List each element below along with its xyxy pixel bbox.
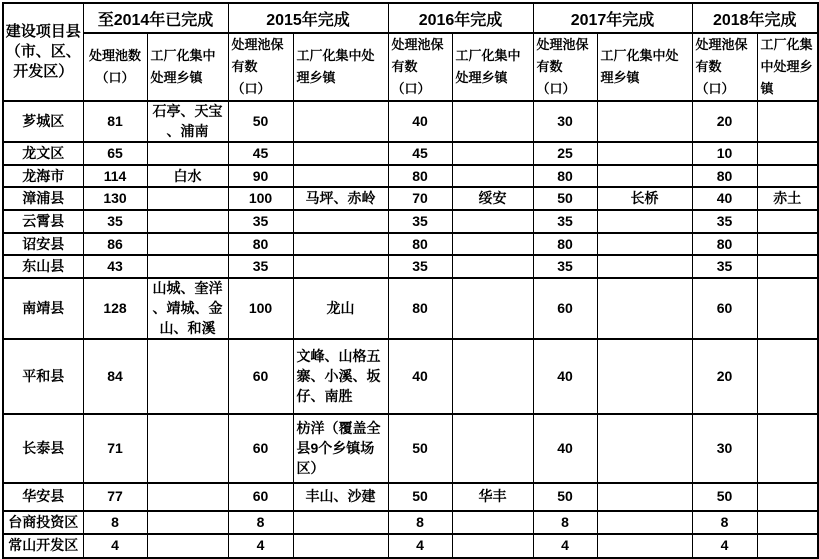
table-row: [3, 483, 818, 511]
towns-cell: [757, 210, 818, 233]
pool-count-cell: 35: [533, 255, 597, 278]
table-row: [3, 414, 818, 483]
pool-count-cell: 40: [388, 339, 452, 414]
towns-cell: [597, 233, 692, 255]
district-name-cell: 南靖县: [3, 278, 83, 339]
corner-header: 建设项目县（市、区、开发区）: [3, 3, 83, 101]
pool-count-cell: 50: [692, 483, 757, 511]
district-name-cell: 云霄县: [3, 210, 83, 233]
sub-header-towns-2018: 工厂化集中处理乡镇: [757, 33, 818, 101]
towns-cell: [452, 255, 533, 278]
pool-count-cell: 8: [83, 511, 147, 534]
pool-count-cell: 65: [83, 142, 147, 165]
towns-cell: [293, 233, 388, 255]
towns-cell: [452, 165, 533, 187]
table-row: [3, 534, 818, 558]
towns-cell: [757, 511, 818, 534]
towns-cell: [147, 483, 228, 511]
towns-cell: [147, 534, 228, 558]
pool-count-cell: 35: [533, 210, 597, 233]
pool-count-cell: 4: [692, 534, 757, 558]
pool-count-cell: 50: [533, 483, 597, 511]
sub-header-towns-2015: 工厂化集中处理乡镇: [293, 33, 388, 101]
pool-count-cell: 60: [533, 278, 597, 339]
pool-count-cell: 20: [692, 101, 757, 142]
sub-header-towns-2016: 工厂化集中处理乡镇: [452, 33, 533, 101]
table-row: [3, 142, 818, 165]
pool-count-cell: 4: [388, 534, 452, 558]
towns-cell: 马坪、赤岭: [293, 187, 388, 210]
towns-cell: [452, 210, 533, 233]
towns-cell: [757, 483, 818, 511]
pool-count-cell: 8: [388, 511, 452, 534]
towns-cell: [147, 187, 228, 210]
towns-cell: [597, 255, 692, 278]
pool-count-cell: 60: [228, 483, 293, 511]
towns-cell: [293, 101, 388, 142]
sub-header-towns-2017: 工厂化集中处理乡镇: [597, 33, 692, 101]
towns-cell: [452, 414, 533, 483]
pool-count-cell: 35: [83, 210, 147, 233]
towns-cell: 长桥: [597, 187, 692, 210]
towns-cell: 丰山、沙建: [293, 483, 388, 511]
towns-cell: [597, 339, 692, 414]
pool-count-cell: 128: [83, 278, 147, 339]
pool-count-cell: 35: [692, 255, 757, 278]
district-name-cell: 诏安县: [3, 233, 83, 255]
pool-count-cell: 81: [83, 101, 147, 142]
table-row: [3, 165, 818, 187]
sub-header-pool-count-2015: 处理池保有数（口）: [228, 33, 293, 101]
towns-cell: [452, 142, 533, 165]
towns-cell: [597, 101, 692, 142]
pool-count-cell: 35: [692, 210, 757, 233]
towns-cell: [293, 511, 388, 534]
pool-count-cell: 90: [228, 165, 293, 187]
towns-cell: [597, 414, 692, 483]
pool-count-cell: 35: [388, 210, 452, 233]
towns-cell: [597, 511, 692, 534]
pool-count-cell: 30: [692, 414, 757, 483]
towns-cell: [597, 210, 692, 233]
towns-cell: [293, 534, 388, 558]
pool-count-cell: 10: [692, 142, 757, 165]
table-row: [3, 339, 818, 414]
towns-cell: [757, 534, 818, 558]
pool-count-cell: 30: [533, 101, 597, 142]
pool-count-cell: 50: [388, 414, 452, 483]
sub-header-pool-count-2018: 处理池保有数（口）: [692, 33, 757, 101]
district-name-cell: 东山县: [3, 255, 83, 278]
towns-cell: [452, 534, 533, 558]
towns-cell: 绥安: [452, 187, 533, 210]
year-header-2017: 2017年完成: [533, 3, 692, 33]
towns-cell: [293, 165, 388, 187]
pool-count-cell: 8: [533, 511, 597, 534]
towns-cell: 文峰、山格五寨、小溪、坂仔、南胜: [293, 339, 388, 414]
pool-count-cell: 60: [228, 339, 293, 414]
pool-count-cell: 35: [388, 255, 452, 278]
pool-count-cell: 20: [692, 339, 757, 414]
district-name-cell: 芗城区: [3, 101, 83, 142]
pool-count-cell: 45: [388, 142, 452, 165]
year-header-2018: 2018年完成: [692, 3, 818, 33]
district-name-cell: 漳浦县: [3, 187, 83, 210]
year-header-row: [3, 3, 818, 33]
towns-cell: 华丰: [452, 483, 533, 511]
towns-cell: [147, 142, 228, 165]
pool-count-cell: 80: [388, 278, 452, 339]
table-row: [3, 278, 818, 339]
towns-cell: [597, 278, 692, 339]
sub-header-pool-count-2017: 处理池保有数（口）: [533, 33, 597, 101]
towns-cell: [147, 233, 228, 255]
pool-count-cell: 71: [83, 414, 147, 483]
pool-count-cell: 35: [228, 210, 293, 233]
pool-count-cell: 130: [83, 187, 147, 210]
pool-count-cell: 50: [388, 483, 452, 511]
pool-count-cell: 43: [83, 255, 147, 278]
towns-cell: [757, 142, 818, 165]
towns-cell: [597, 534, 692, 558]
completion-table: [2, 2, 819, 559]
towns-cell: 白水: [147, 165, 228, 187]
pool-count-cell: 60: [228, 414, 293, 483]
towns-cell: 赤土: [757, 187, 818, 210]
towns-cell: 龙山: [293, 278, 388, 339]
year-header-2016: 2016年完成: [388, 3, 533, 33]
year-header-2014: 至2014年已完成: [83, 3, 228, 33]
district-name-cell: 常山开发区: [3, 534, 83, 558]
pool-count-cell: 86: [83, 233, 147, 255]
pool-count-cell: 4: [228, 534, 293, 558]
towns-cell: [597, 483, 692, 511]
pool-count-cell: 100: [228, 278, 293, 339]
table-row: [3, 233, 818, 255]
pool-count-cell: 80: [692, 233, 757, 255]
towns-cell: [147, 414, 228, 483]
towns-cell: [597, 165, 692, 187]
towns-cell: [452, 278, 533, 339]
towns-cell: [757, 101, 818, 142]
pool-count-cell: 70: [388, 187, 452, 210]
towns-cell: 石亭、天宝、浦南: [147, 101, 228, 142]
table-row: [3, 101, 818, 142]
pool-count-cell: 80: [388, 233, 452, 255]
district-name-cell: 龙文区: [3, 142, 83, 165]
pool-count-cell: 50: [533, 187, 597, 210]
district-name-cell: 龙海市: [3, 165, 83, 187]
pool-count-cell: 84: [83, 339, 147, 414]
sub-header-towns-2014: 工厂化集中处理乡镇: [147, 33, 228, 101]
sub-header-pool-count-2016: 处理池保有数（口）: [388, 33, 452, 101]
pool-count-cell: 60: [692, 278, 757, 339]
pool-count-cell: 100: [228, 187, 293, 210]
table-body: [3, 101, 818, 558]
towns-cell: [452, 101, 533, 142]
pool-count-cell: 40: [388, 101, 452, 142]
pool-count-cell: 80: [533, 233, 597, 255]
towns-cell: [452, 339, 533, 414]
table-row: [3, 511, 818, 534]
towns-cell: [757, 414, 818, 483]
pool-count-cell: 8: [692, 511, 757, 534]
towns-cell: [147, 339, 228, 414]
pool-count-cell: 50: [228, 101, 293, 142]
pool-count-cell: 40: [533, 414, 597, 483]
table-row: [3, 255, 818, 278]
towns-cell: [147, 255, 228, 278]
pool-count-cell: 35: [228, 255, 293, 278]
towns-cell: [757, 233, 818, 255]
towns-cell: [597, 142, 692, 165]
towns-cell: [147, 210, 228, 233]
pool-count-cell: 114: [83, 165, 147, 187]
pool-count-cell: 40: [533, 339, 597, 414]
pool-count-cell: 80: [228, 233, 293, 255]
district-name-cell: 华安县: [3, 483, 83, 511]
towns-cell: [452, 511, 533, 534]
table-row: [3, 187, 818, 210]
towns-cell: [147, 511, 228, 534]
towns-cell: [452, 233, 533, 255]
pool-count-cell: 80: [533, 165, 597, 187]
towns-cell: [293, 255, 388, 278]
pool-count-cell: 4: [83, 534, 147, 558]
year-header-2015: 2015年完成: [228, 3, 388, 33]
pool-count-cell: 8: [228, 511, 293, 534]
towns-cell: 枋洋（覆盖全县9个乡镇场区）: [293, 414, 388, 483]
district-name-cell: 平和县: [3, 339, 83, 414]
sub-header-row: [3, 33, 818, 101]
towns-cell: [293, 210, 388, 233]
pool-count-cell: 25: [533, 142, 597, 165]
towns-cell: [293, 142, 388, 165]
towns-cell: 山城、奎洋、靖城、金山、和溪: [147, 278, 228, 339]
pool-count-cell: 80: [388, 165, 452, 187]
pool-count-cell: 45: [228, 142, 293, 165]
pool-count-cell: 80: [692, 165, 757, 187]
towns-cell: [757, 339, 818, 414]
district-name-cell: 台商投资区: [3, 511, 83, 534]
towns-cell: [757, 278, 818, 339]
table-row: [3, 210, 818, 233]
sub-header-pool-count-2014: 处理池数（口）: [83, 33, 147, 101]
pool-count-cell: 40: [692, 187, 757, 210]
pool-count-cell: 4: [533, 534, 597, 558]
towns-cell: [757, 255, 818, 278]
pool-count-cell: 77: [83, 483, 147, 511]
towns-cell: [757, 165, 818, 187]
district-name-cell: 长泰县: [3, 414, 83, 483]
